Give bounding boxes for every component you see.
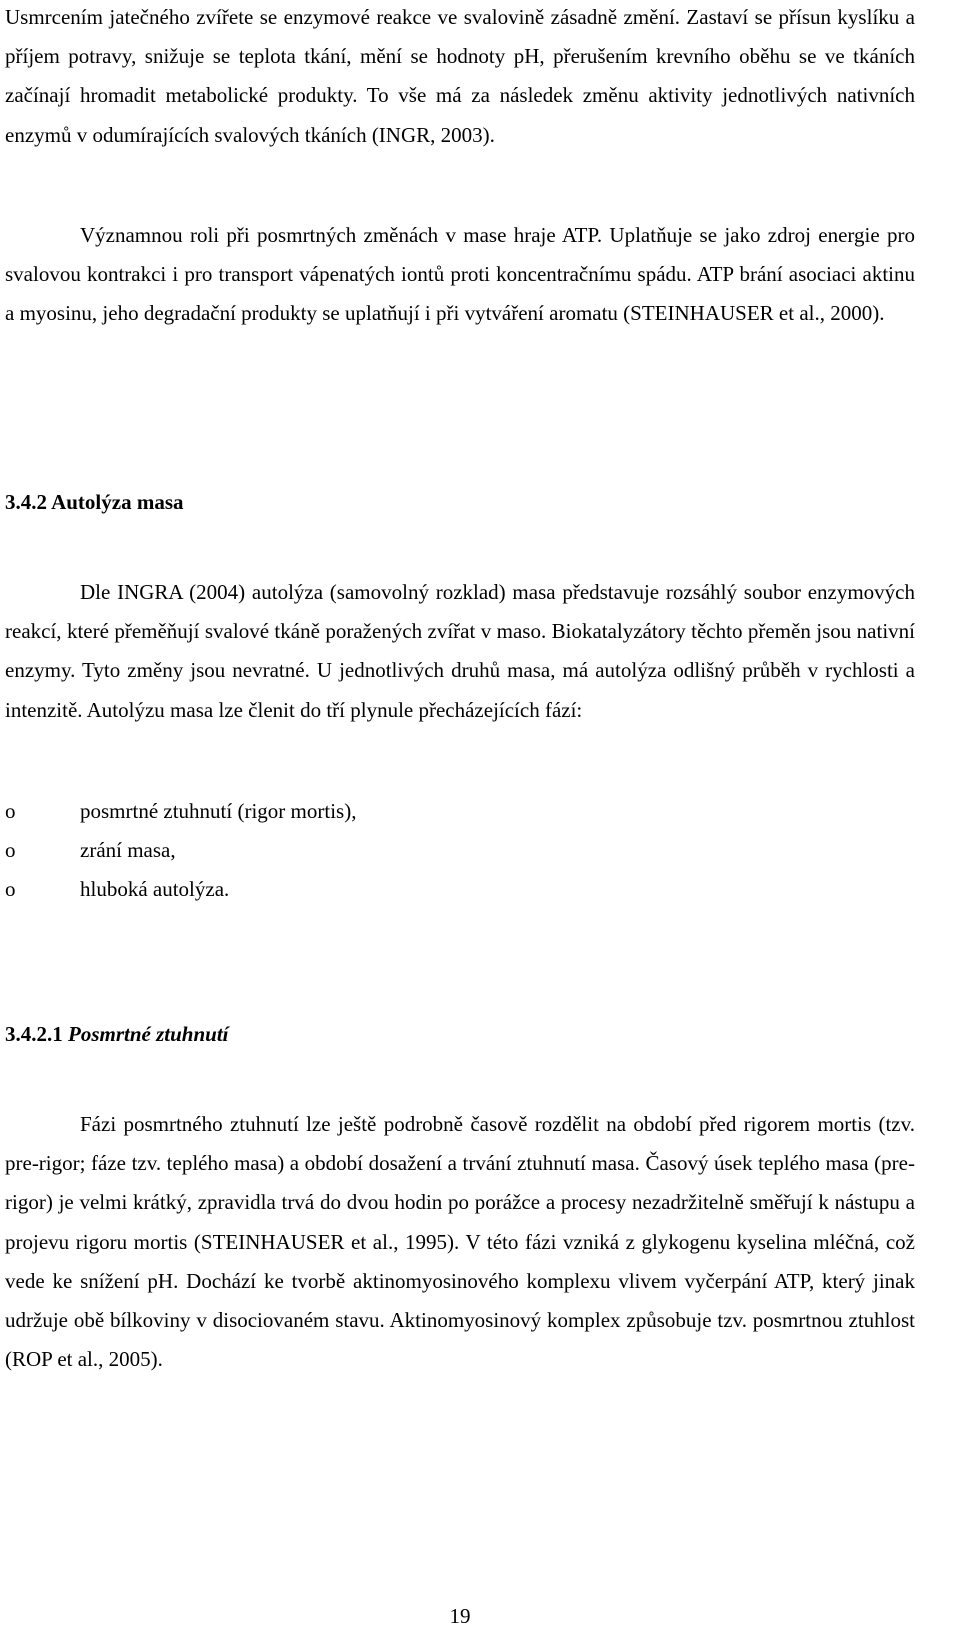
list-item — [5, 870, 905, 909]
subsection-title: Posmrtné ztuhnutí — [68, 1022, 229, 1046]
paragraph-rigor-mortis: Fázi posmrtného ztuhnutí lze ještě podrobně časově rozdělit na období před rigorem mortis (tzv. pre-rigor; fáze tzv. teplého masa) a období dosažení a trvání ztuhnutí masa. Časový úsek teplého masa (pre-rigor) je velmi krátký, zpravidla trvá do dvou hodin po porážce a procesy nezadržitelně směřují k nástupu a projevu rigoru mortis (STEINHAUSER et al., 1995). V této fázi vzniká z glykogenu kyselina mléčná, což vede ke snížení pH. Dochází ke tvorbě aktinomyosinového komplexu vlivem vyčerpání ATP, který jinak udržuje obě bílkoviny v disociovaném stavu. Aktinomyosinový komplex způsobuje tzv. posmrtnou ztuhlost (ROP et al., 2005). — [5, 1112, 915, 1372]
page-number: 19 — [449, 1604, 471, 1628]
list-bullet: o — [5, 877, 16, 902]
autolysis-phases-list — [5, 792, 905, 910]
list-item — [5, 792, 905, 831]
list-item-text: zrání masa, — [80, 838, 176, 863]
list-item — [5, 831, 905, 870]
section-heading-autolysis: 3.4.2 Autolýza masa — [5, 490, 184, 514]
list-bullet: o — [5, 838, 16, 863]
subsection-heading-rigor — [5, 1020, 228, 1048]
paragraph-atp-role: Významnou roli při posmrtných změnách v mase hraje ATP. Uplatňuje se jako zdroj energie pro svalovou kontrakci i pro transport vápenatých iontů proti koncentračnímu spádu. ATP brání asociaci aktinu a myosinu, jeho degradační produkty se uplatňují i při vytváření aromatu (STEINHAUSER et al., 2000). — [5, 223, 915, 326]
list-item-text: hluboká autolýza. — [80, 877, 230, 902]
list-item-text: posmrtné ztuhnutí (rigor mortis), — [80, 799, 357, 823]
subsection-number: 3.4.2.1 — [5, 1022, 63, 1046]
list-bullet: o — [5, 799, 16, 823]
paragraph-enzyme-reactions: Usmrcením jatečného zvířete se enzymové reakce ve svalovině zásadně změní. Zastaví se přísun kyslíku a příjem potravy, snižuje se teplota tkání, mění se hodnoty pH, přerušením krevního oběhu se ve tkáních začínají hromadit metabolické produkty. To vše má za následek změnu aktivity jednotlivých nativních enzymů v odumírajících svalových tkáních (INGR, 2003). — [5, 5, 915, 147]
paragraph-autolysis-definition: Dle INGRA (2004) autolýza (samovolný rozklad) masa představuje rozsáhlý soubor enzymových reakcí, které přeměňují svalové tkáně poražených zvířat v maso. Biokatalyzátory těchto přeměn jsou nativní enzymy. Tyto změny jsou nevratné. U jednotlivých druhů masa, má autolýza odlišný průběh v rychlosti a intenzitě. Autolýzu masa lze členit do tří plynule přecházejících fází: — [5, 580, 915, 722]
